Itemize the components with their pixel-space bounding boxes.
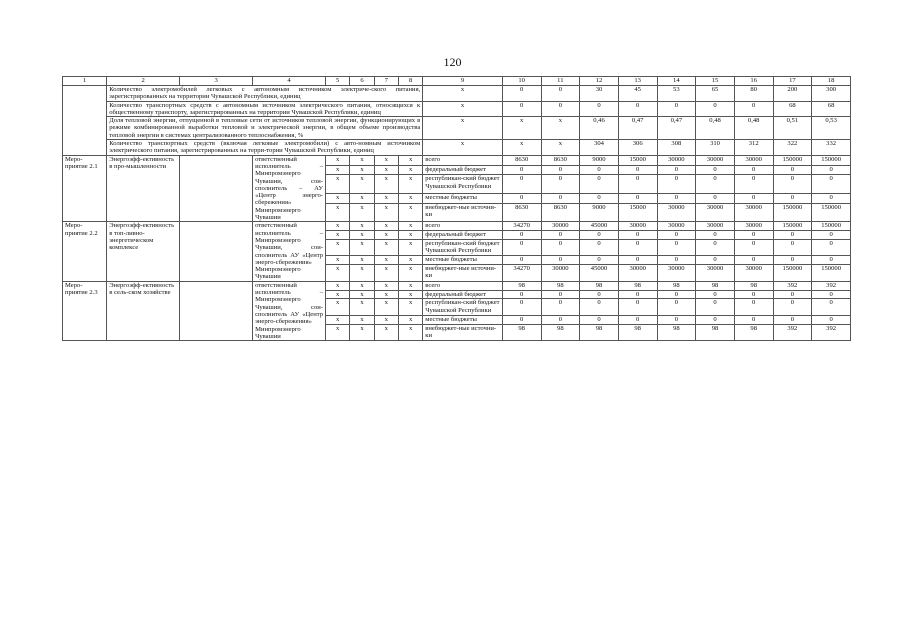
column-number: 11: [541, 77, 580, 86]
indicator-value: 300: [812, 86, 851, 102]
funding-value: 0: [502, 165, 541, 175]
funding-value: 0: [618, 239, 657, 256]
empty-cell: [63, 86, 107, 102]
funding-value: 0: [696, 231, 735, 240]
code-cell: х: [326, 265, 350, 282]
indicator-value: 0: [541, 101, 580, 117]
code-cell: х: [374, 299, 398, 316]
code-cell: х: [326, 175, 350, 194]
funding-value: 45000: [580, 222, 619, 231]
funding-value: 0: [657, 256, 696, 265]
indicator-row: [63, 86, 851, 102]
funding-value: 392: [812, 281, 851, 290]
empty-cell: [63, 117, 107, 140]
measure-name: Меро-приятие 2.1: [63, 155, 107, 222]
funding-source: федеральный бюджет: [423, 231, 503, 240]
funding-value: 0: [773, 256, 812, 265]
code-cell: х: [374, 239, 398, 256]
funding-value: 0: [773, 165, 812, 175]
indicator-marker: х: [423, 140, 503, 156]
code-cell: х: [374, 231, 398, 240]
funding-value: 30000: [696, 265, 735, 282]
indicator-value: 0,53: [812, 117, 851, 140]
funding-value: 0: [657, 193, 696, 203]
funding-value: 0: [734, 175, 773, 194]
code-cell: х: [326, 155, 350, 165]
funding-value: 30000: [696, 222, 735, 231]
indicator-value: 308: [657, 140, 696, 156]
funding-value: 98: [657, 324, 696, 341]
funding-value: 0: [502, 290, 541, 299]
funding-value: 0: [657, 239, 696, 256]
indicator-value: 322: [773, 140, 812, 156]
funding-value: 150000: [812, 265, 851, 282]
code-cell: х: [350, 239, 374, 256]
indicator-value: х: [502, 117, 541, 140]
funding-value: 150000: [812, 155, 851, 165]
funding-value: 0: [696, 239, 735, 256]
indicator-marker: х: [423, 117, 503, 140]
funding-value: 0: [502, 193, 541, 203]
code-cell: х: [350, 165, 374, 175]
funding-value: 98: [502, 281, 541, 290]
funding-value: 0: [541, 315, 580, 324]
code-cell: х: [350, 193, 374, 203]
code-cell: х: [398, 299, 422, 316]
indicator-value: 0: [580, 101, 619, 117]
funding-value: 0: [734, 231, 773, 240]
funding-value: 30000: [657, 203, 696, 222]
funding-value: 0: [734, 299, 773, 316]
funding-value: 0: [812, 315, 851, 324]
funding-value: 0: [773, 299, 812, 316]
funding-value: 0: [696, 175, 735, 194]
indicator-value: 0: [657, 101, 696, 117]
funding-value: 8630: [541, 155, 580, 165]
funding-value: 0: [618, 290, 657, 299]
finance-row: [63, 155, 851, 165]
indicator-value: 45: [618, 86, 657, 102]
funding-value: 0: [580, 256, 619, 265]
funding-value: 98: [696, 281, 735, 290]
funding-source: федеральный бюджет: [423, 165, 503, 175]
funding-source: республикан-ский бюджет Чувашской Республики: [423, 239, 503, 256]
code-cell: х: [398, 231, 422, 240]
column-number: 10: [502, 77, 541, 86]
funding-value: 98: [618, 281, 657, 290]
indicator-value: 0: [502, 101, 541, 117]
funding-source: местные бюджеты: [423, 193, 503, 203]
funding-value: 0: [696, 193, 735, 203]
funding-value: 0: [618, 165, 657, 175]
funding-value: 0: [618, 175, 657, 194]
funding-value: 0: [502, 175, 541, 194]
column-number: 8: [398, 77, 422, 86]
indicator-value: 30: [580, 86, 619, 102]
funding-value: 0: [580, 299, 619, 316]
code-cell: х: [350, 290, 374, 299]
funding-value: 0: [812, 299, 851, 316]
measure-name: Меро-приятие 2.2: [63, 222, 107, 281]
indicator-value: 312: [734, 140, 773, 156]
table-body: [63, 77, 851, 341]
funding-value: 98: [734, 324, 773, 341]
funding-value: 0: [502, 231, 541, 240]
code-cell: х: [398, 203, 422, 222]
funding-value: 0: [773, 290, 812, 299]
funding-value: 0: [541, 165, 580, 175]
funding-value: 0: [541, 290, 580, 299]
indicator-value: х: [541, 140, 580, 156]
code-cell: х: [398, 281, 422, 290]
empty-cell: [180, 222, 253, 281]
funding-value: 98: [541, 324, 580, 341]
funding-value: 150000: [812, 203, 851, 222]
code-cell: х: [374, 281, 398, 290]
funding-value: 8630: [541, 203, 580, 222]
column-number: 14: [657, 77, 696, 86]
funding-source: всего: [423, 155, 503, 165]
funding-value: 30000: [734, 222, 773, 231]
code-cell: х: [398, 222, 422, 231]
code-cell: х: [350, 231, 374, 240]
indicator-text: Количество транспортных средств с автономным источником электрического питания, относящихся к общественному транспорту, зарегистрированных на территории Чувашской Республики, единиц: [107, 101, 423, 117]
code-cell: х: [350, 324, 374, 341]
code-cell: х: [326, 239, 350, 256]
code-cell: х: [374, 193, 398, 203]
indicator-value: 332: [812, 140, 851, 156]
measure-title: Энергоэфф-ективность в сель-ском хозяйстве: [107, 281, 180, 340]
funding-value: 8630: [502, 203, 541, 222]
funding-source: местные бюджеты: [423, 256, 503, 265]
funding-value: 0: [696, 299, 735, 316]
funding-value: 30000: [696, 203, 735, 222]
indicator-value: х: [541, 117, 580, 140]
code-cell: х: [350, 222, 374, 231]
funding-value: 45000: [580, 265, 619, 282]
funding-value: 0: [657, 290, 696, 299]
code-cell: х: [326, 324, 350, 341]
funding-value: 0: [657, 231, 696, 240]
funding-source: местные бюджеты: [423, 315, 503, 324]
indicator-value: 80: [734, 86, 773, 102]
funding-value: 98: [657, 281, 696, 290]
indicator-value: 0,51: [773, 117, 812, 140]
funding-value: 30000: [657, 155, 696, 165]
funding-value: 0: [812, 165, 851, 175]
code-cell: х: [398, 165, 422, 175]
funding-value: 0: [618, 256, 657, 265]
funding-value: 0: [657, 175, 696, 194]
funding-value: 392: [773, 281, 812, 290]
funding-value: 0: [541, 239, 580, 256]
funding-value: 0: [734, 315, 773, 324]
funding-value: 150000: [773, 203, 812, 222]
measure-executor: ответственный исполнитель – Минпромэнерго Чувашии, сои-сполнитель – АУ «Центр энерго-сбережения» Минпромэнерго Чувашии: [253, 155, 326, 222]
indicator-value: 0: [502, 86, 541, 102]
indicator-value: 65: [696, 86, 735, 102]
funding-value: 30000: [734, 203, 773, 222]
indicator-text: Количество электромобилей легковых с автономным источником электриче-ского питания, зарегистрированных на территории Чувашской Республики, единиц: [107, 86, 423, 102]
empty-cell: [180, 281, 253, 340]
measure-title: Энергоэфф-ективность в топ-ливно-энергетическом комплексе: [107, 222, 180, 281]
funding-value: 0: [580, 193, 619, 203]
code-cell: х: [398, 239, 422, 256]
funding-value: 15000: [618, 155, 657, 165]
indicator-text: Доля тепловой энергии, отпущенной в тепловые сети от источников тепловой энергии, функционирующих в режиме комбинированной выработки тепловой и электрической энергии, в общем объеме производства тепловой энергии в системах централизованного теплоснабжения, %: [107, 117, 423, 140]
indicator-value: х: [502, 140, 541, 156]
funding-value: 0: [773, 239, 812, 256]
funding-value: 30000: [657, 222, 696, 231]
indicator-value: 0: [734, 101, 773, 117]
indicator-value: 68: [773, 101, 812, 117]
funding-value: 0: [734, 239, 773, 256]
code-cell: х: [350, 299, 374, 316]
code-cell: х: [350, 175, 374, 194]
indicator-row: [63, 101, 851, 117]
funding-value: 0: [618, 193, 657, 203]
empty-cell: [63, 101, 107, 117]
code-cell: х: [374, 290, 398, 299]
funding-value: 0: [502, 239, 541, 256]
code-cell: х: [398, 175, 422, 194]
code-cell: х: [374, 175, 398, 194]
funding-value: 0: [580, 290, 619, 299]
funding-value: 0: [696, 315, 735, 324]
funding-value: 0: [502, 256, 541, 265]
funding-value: 98: [580, 324, 619, 341]
measure-executor: ответственный исполнитель – Минпромэнерго Чувашии, сои-сполнитель АУ «Центр энерго-сбережения» Минпромэнерго Чувашии: [253, 281, 326, 340]
funding-value: 0: [541, 231, 580, 240]
code-cell: х: [374, 256, 398, 265]
indicator-value: 0,48: [696, 117, 735, 140]
indicator-marker: х: [423, 101, 503, 117]
funding-value: 0: [657, 165, 696, 175]
funding-value: 0: [541, 193, 580, 203]
code-cell: х: [398, 193, 422, 203]
code-cell: х: [374, 203, 398, 222]
measure-title: Энергоэфф-ективность в про-мышленности: [107, 155, 180, 222]
funding-value: 0: [734, 290, 773, 299]
page-number: 120: [443, 55, 462, 69]
code-cell: х: [374, 315, 398, 324]
funding-value: 150000: [773, 155, 812, 165]
indicator-value: 0,46: [580, 117, 619, 140]
indicator-value: 53: [657, 86, 696, 102]
funding-value: 0: [618, 299, 657, 316]
funding-value: 0: [812, 290, 851, 299]
indicator-value: 306: [618, 140, 657, 156]
funding-value: 0: [580, 315, 619, 324]
funding-value: 0: [734, 193, 773, 203]
code-cell: х: [326, 315, 350, 324]
funding-value: 150000: [773, 265, 812, 282]
code-cell: х: [350, 256, 374, 265]
column-number-row: [63, 77, 851, 86]
finance-row: [63, 222, 851, 231]
program-table: [62, 76, 851, 341]
funding-value: 34270: [502, 265, 541, 282]
funding-value: 0: [580, 231, 619, 240]
funding-value: 0: [580, 239, 619, 256]
code-cell: х: [326, 203, 350, 222]
funding-value: 9000: [580, 203, 619, 222]
funding-value: 0: [580, 165, 619, 175]
funding-value: 0: [541, 299, 580, 316]
funding-value: 0: [773, 175, 812, 194]
code-cell: х: [326, 165, 350, 175]
funding-value: 0: [657, 299, 696, 316]
funding-value: 98: [696, 324, 735, 341]
indicator-value: 310: [696, 140, 735, 156]
code-cell: х: [326, 222, 350, 231]
column-number: 13: [618, 77, 657, 86]
column-number: 6: [350, 77, 374, 86]
column-number: 15: [696, 77, 735, 86]
column-number: 7: [374, 77, 398, 86]
funding-source: республикан-ский бюджет Чувашской Республики: [423, 299, 503, 316]
column-number: 1: [63, 77, 107, 86]
code-cell: х: [398, 324, 422, 341]
indicator-value: 68: [812, 101, 851, 117]
code-cell: х: [398, 256, 422, 265]
funding-value: 0: [618, 315, 657, 324]
funding-value: 0: [812, 231, 851, 240]
funding-value: 0: [773, 315, 812, 324]
indicator-value: 304: [580, 140, 619, 156]
funding-value: 0: [773, 231, 812, 240]
funding-value: 30000: [541, 265, 580, 282]
funding-value: 0: [696, 256, 735, 265]
funding-value: 0: [696, 290, 735, 299]
funding-value: 0: [657, 315, 696, 324]
code-cell: х: [326, 290, 350, 299]
funding-value: 0: [696, 165, 735, 175]
funding-value: 0: [618, 231, 657, 240]
funding-source: внебюджет-ные источни-ки: [423, 203, 503, 222]
code-cell: х: [398, 155, 422, 165]
funding-value: 30000: [657, 265, 696, 282]
funding-value: 98: [541, 281, 580, 290]
indicator-row: [63, 140, 851, 156]
measure-name: Меро-приятие 2.3: [63, 281, 107, 340]
funding-value: 0: [812, 175, 851, 194]
code-cell: х: [350, 315, 374, 324]
code-cell: х: [350, 155, 374, 165]
code-cell: х: [374, 324, 398, 341]
code-cell: х: [350, 281, 374, 290]
code-cell: х: [374, 265, 398, 282]
finance-row: [63, 281, 851, 290]
funding-value: 0: [502, 299, 541, 316]
column-number: 16: [734, 77, 773, 86]
funding-value: 150000: [773, 222, 812, 231]
funding-value: 30000: [618, 265, 657, 282]
funding-value: 392: [773, 324, 812, 341]
code-cell: х: [398, 290, 422, 299]
funding-value: 98: [618, 324, 657, 341]
code-cell: х: [374, 222, 398, 231]
column-number: 18: [812, 77, 851, 86]
indicator-text: Количество транспортных средств (включая легковые электромобили) с авто-номным источником электрического питания, зарегистрированных на терри-тории Чувашской Республики, единиц: [107, 140, 423, 156]
indicator-marker: х: [423, 86, 503, 102]
code-cell: х: [398, 315, 422, 324]
code-cell: х: [374, 165, 398, 175]
funding-value: 0: [734, 256, 773, 265]
funding-value: 15000: [618, 203, 657, 222]
funding-value: 30000: [734, 155, 773, 165]
funding-value: 98: [502, 324, 541, 341]
column-number: 9: [423, 77, 503, 86]
code-cell: х: [374, 155, 398, 165]
funding-source: федеральный бюджет: [423, 290, 503, 299]
funding-source: внебюджет-ные источни-ки: [423, 265, 503, 282]
empty-cell: [63, 140, 107, 156]
funding-source: республикан-ский бюджет Чувашской Республики: [423, 175, 503, 194]
funding-value: 150000: [812, 222, 851, 231]
funding-value: 392: [812, 324, 851, 341]
indicator-value: 0: [541, 86, 580, 102]
funding-value: 30000: [696, 155, 735, 165]
measure-executor: ответственный исполнитель – Минпромэнерго Чувашии, сои-сполнитель АУ «Центр энерго-сбережения» Минпромэнерго Чувашии: [253, 222, 326, 281]
indicator-value: 0,47: [657, 117, 696, 140]
funding-source: внебюджет-ные источни-ки: [423, 324, 503, 341]
indicator-value: 0,48: [734, 117, 773, 140]
funding-value: 0: [773, 193, 812, 203]
funding-value: 34270: [502, 222, 541, 231]
funding-source: всего: [423, 222, 503, 231]
funding-value: 30000: [734, 265, 773, 282]
empty-cell: [180, 155, 253, 222]
funding-value: 98: [580, 281, 619, 290]
funding-value: 0: [580, 175, 619, 194]
indicator-value: 0,47: [618, 117, 657, 140]
funding-value: 0: [812, 256, 851, 265]
code-cell: х: [326, 231, 350, 240]
indicator-row: [63, 117, 851, 140]
code-cell: х: [326, 256, 350, 265]
funding-value: 30000: [541, 222, 580, 231]
funding-value: 8630: [502, 155, 541, 165]
funding-value: 0: [541, 256, 580, 265]
funding-value: 0: [734, 165, 773, 175]
code-cell: х: [326, 281, 350, 290]
funding-value: 0: [541, 175, 580, 194]
indicator-value: 0: [618, 101, 657, 117]
indicator-value: 200: [773, 86, 812, 102]
column-number: 3: [180, 77, 253, 86]
column-number: 17: [773, 77, 812, 86]
column-number: 4: [253, 77, 326, 86]
funding-source: всего: [423, 281, 503, 290]
column-number: 2: [107, 77, 180, 86]
code-cell: х: [350, 265, 374, 282]
funding-value: 0: [812, 239, 851, 256]
funding-value: 98: [734, 281, 773, 290]
funding-value: 0: [812, 193, 851, 203]
funding-value: 0: [502, 315, 541, 324]
code-cell: х: [398, 265, 422, 282]
code-cell: х: [326, 299, 350, 316]
column-number: 12: [580, 77, 619, 86]
funding-value: 30000: [618, 222, 657, 231]
funding-value: 9000: [580, 155, 619, 165]
code-cell: х: [326, 193, 350, 203]
column-number: 5: [326, 77, 350, 86]
indicator-value: 0: [696, 101, 735, 117]
code-cell: х: [350, 203, 374, 222]
